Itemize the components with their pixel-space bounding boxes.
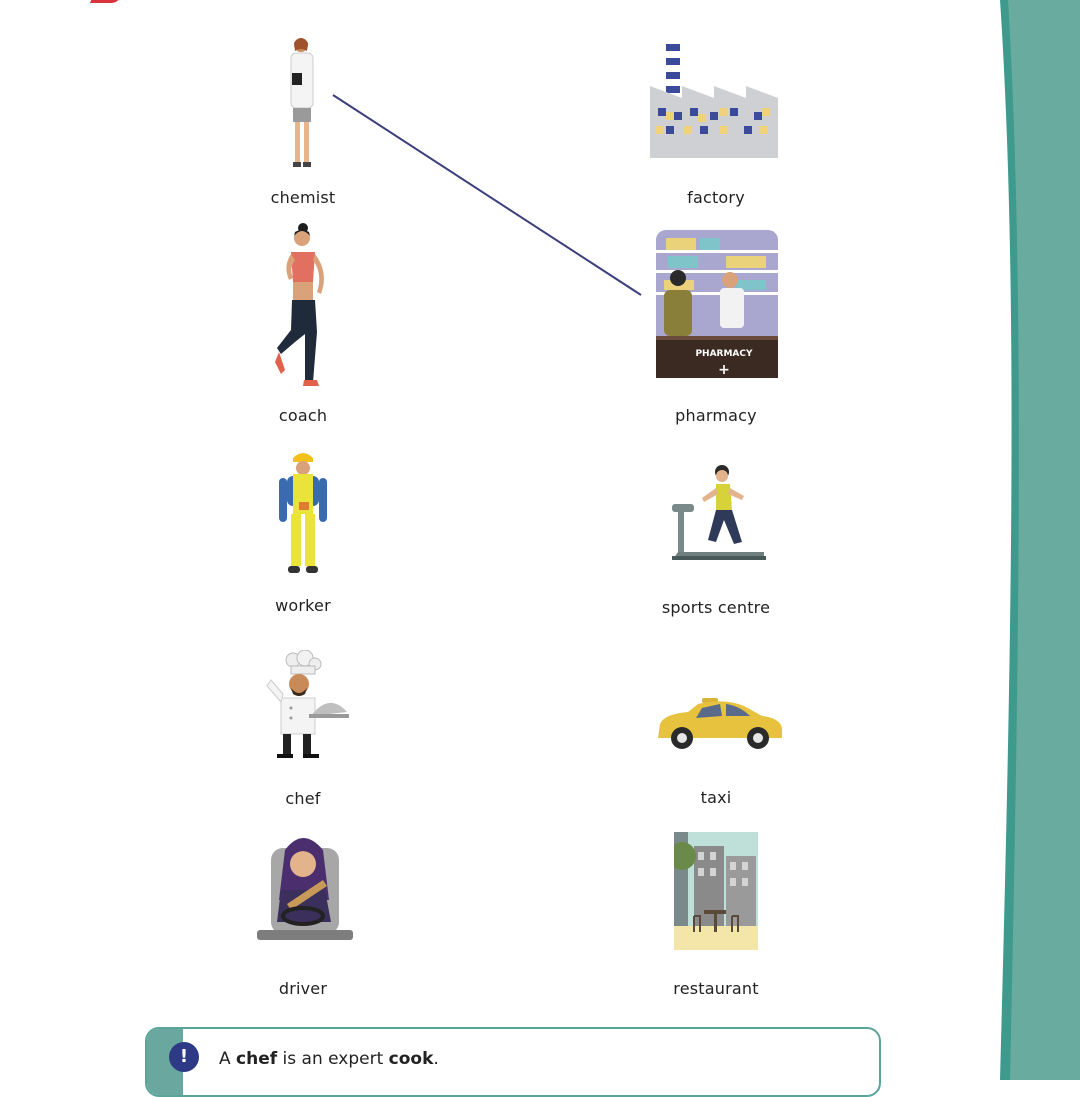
item-label: driver: [278, 979, 328, 998]
note-text: A chef is an expert cook.: [219, 1049, 439, 1069]
item-label: chef: [285, 789, 321, 808]
treadmill-icon: [672, 462, 766, 562]
item-label: factory: [687, 188, 745, 207]
item-driver[interactable]: [203, 830, 403, 1002]
item-label: chemist: [270, 188, 336, 207]
item-worker[interactable]: [203, 447, 403, 619]
driver-icon: [257, 830, 353, 944]
item-sports-centre[interactable]: [616, 460, 816, 620]
coach-icon: [271, 222, 337, 388]
exclamation-icon: !: [169, 1042, 199, 1072]
item-label: restaurant: [673, 979, 759, 998]
note-definition: cook: [388, 1049, 434, 1069]
svg-text:+: +: [718, 362, 730, 378]
item-factory[interactable]: [616, 40, 816, 210]
item-label: taxi: [700, 788, 732, 807]
note-term: chef: [236, 1049, 278, 1069]
info-note-box: [145, 1027, 881, 1097]
item-taxi[interactable]: [616, 680, 816, 810]
item-chemist[interactable]: [203, 30, 403, 210]
item-label: coach: [278, 406, 328, 425]
pharmacy-icon: [656, 230, 778, 378]
restaurant-icon: [674, 832, 758, 950]
item-label: pharmacy: [675, 406, 757, 425]
item-chef[interactable]: [203, 650, 403, 810]
worker-icon: [277, 450, 329, 576]
pharmacy-sign: PHARMACY: [695, 349, 753, 359]
item-pharmacy[interactable]: [616, 230, 816, 430]
item-label: sports centre: [661, 598, 771, 617]
item-label: worker: [275, 596, 331, 615]
chemist-icon: [283, 35, 323, 170]
item-coach[interactable]: [203, 222, 403, 428]
taxi-icon: [654, 698, 784, 752]
factory-icon: [650, 42, 780, 158]
chef-icon: [259, 650, 351, 762]
item-restaurant[interactable]: [616, 830, 816, 1002]
